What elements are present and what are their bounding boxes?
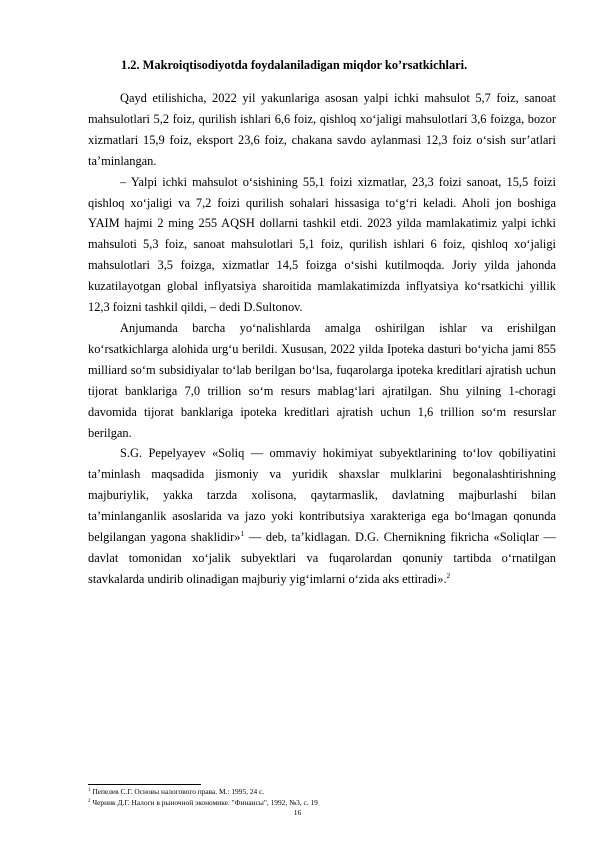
paragraph-4 (88, 443, 556, 589)
footnote-1 (88, 787, 556, 798)
footnote-text-1: Пепелев С.Г. Основы налогового права. М.: 1995, 24 с. (90, 787, 265, 796)
paragraph-1: Qayd etilishicha, 2022 yil yakunlariga asosan yalpi ichki mahsulot 5,7 foiz, sanoat mahsulotlari 5,2 foiz, qurilish ishlari 6,6 foiz, qishloq xo‘jaligi mahsulotlari 3,6 foizga, bozor xizmatlari 15,9 foiz, eksport 23,6 foiz, chakana savdo aylanmasi 12,3 foiz o‘sish sur’atlari ta’minlangan. (88, 91, 556, 168)
paragraph-3: Anjumanda barcha yo‘nalishlarda amalga oshirilgan ishlar va erishilgan ko‘rsatkichlarga alohida urg‘u berildi. Xususan, 2022 yilda Ipoteka dasturi bo‘yicha jami 855 milliard so‘m subsidiyalar to‘lab berilgan bo‘lsa, fuqarolarga ipoteka kreditlari ajratish uchun tijorat banklariga 7,0 trillion so‘m resurs mablag‘lari ajratilgan. Shu yilning 1-choragi davomida tijorat banklariga ipoteka kreditlari ajratish uchun 1,6 trillion so‘m resurslar berilgan. (88, 320, 556, 440)
footnote-2 (88, 798, 556, 809)
footnote-mark-1: 1 (88, 788, 91, 793)
paragraph-2: – Yalpi ichki mahsulot o‘sishining 55,1 foizi xizmatlar, 23,3 foizi sanoat, 15,5 foizi qishloq xo‘jaligi va 7,2 foizi qurilish sohalari hissasiga to‘g‘ri keladi. Aholi jon boshiga YAIM hajmi 2 ming 255 AQSH dollarni tashkil etdi. 2023 yilda mamlakatimiz yalpi ichki mahsuloti 5,3 foiz, sanoat mahsulotlari 5,1 foiz, qurilish ishlari 6 foiz, qishloq xo‘jaligi mahsulotlari 3,5 foizga, xizmatlar 14,5 foizga o‘sishi kutilmoqda. Joriy yilda jahonda kuzatilayotgan global inflyatsiya sharoitida mamlakatimizda inflyatsiya ko‘rsatkichi yillik 12,3 foizni tashkil qildi, – dedi D.Sultonov. (88, 174, 556, 315)
paragraph-4-text-a: S.G. Pepelyayev «Soliq — ommaviy hokimiyat subyektlarining to‘lov qobiliyatini ta’minlash maqsadida jismoniy va yuridik shaxslar mulklarini begonalashtirishning majburiylik, yakka tarzda xolisona, qaytarmaslik, davlatning majburlashi bilan ta’minlanganlik asoslarida va jazo yoki kontributsiya xarakteriga ega bo‘lmagan qonunda belgilangan yagona shaklidir» (88, 446, 556, 545)
body-text (88, 88, 556, 590)
paragraph-4-text-b: — deb, ta’kidlagan. D.G. Chernikning fikricha «Soliqlar — davlat tomonidan xo‘jalik subyektlari va fuqarolardan qonuniy tartibda o‘rnatilgan stavkalarda undirib olinadigan majburiy yig‘imlarni o‘zida aks ettiradi». (88, 530, 556, 586)
page-number: 16 (293, 808, 302, 817)
footnote-separator (88, 784, 201, 785)
footnote-ref-1[interactable]: 1 (240, 529, 245, 539)
footnote-ref-2[interactable]: 2 (446, 570, 451, 580)
footnote-text-2: Черник Д.Г. Налоги в рыночной экономике. "Финансы", 1992, №3, с. 19 (90, 797, 318, 807)
section-heading: 1.2. Makroiqtisodiyotda foydalaniladigan miqdor ko’rsatkichlari. (121, 58, 468, 72)
footnote-mark-2: 2 (88, 798, 91, 804)
footnotes (88, 787, 556, 808)
